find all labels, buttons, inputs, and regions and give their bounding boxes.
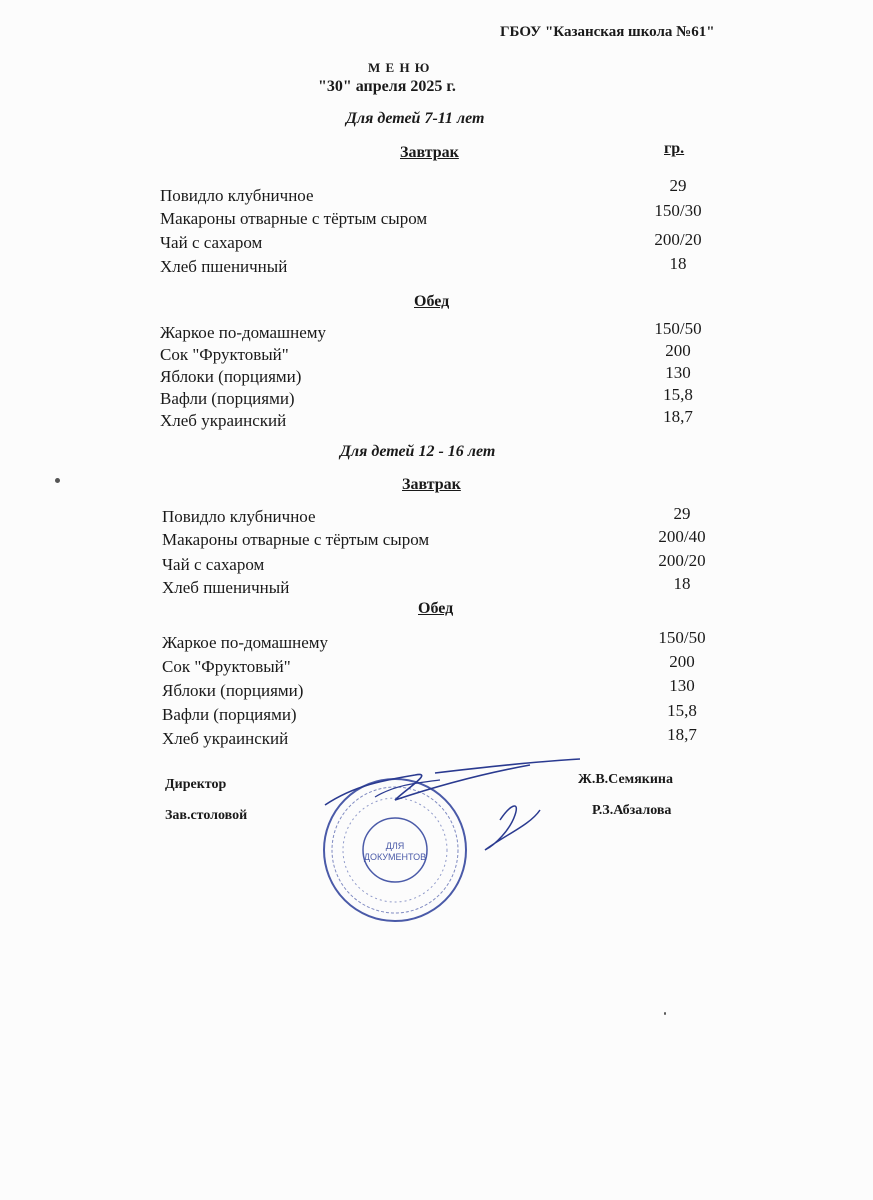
menu-item: Хлеб пшеничный (160, 257, 288, 276)
menu-item-weight: 18,7 (663, 407, 693, 426)
menu-item: Хлеб украинский (162, 729, 289, 748)
menu-item: Яблоки (порциями) (162, 681, 304, 700)
group-title-12-16: Для детей 12 - 16 лет (340, 443, 496, 460)
menu-item-weight: 150/50 (654, 319, 702, 338)
menu-item-weight: 150/30 (654, 201, 702, 220)
menu-item-weight: 15,8 (663, 385, 693, 404)
menu-item: Сок "Фруктовый" (160, 345, 289, 364)
menu-item: Макароны отварные с тёртым сыром (162, 530, 430, 549)
menu-item: Жаркое по-домашнему (162, 633, 329, 652)
menu-item-weight: 18,7 (667, 725, 697, 744)
director-label: Директор (165, 777, 227, 792)
director-name: Ж.В.Семякина (578, 772, 673, 787)
lunch-title-7-11: Обед (414, 293, 450, 310)
menu-item-weight: 18 (669, 254, 687, 273)
scan-speck (55, 478, 60, 483)
menu-item-weight: 15,8 (667, 701, 697, 720)
menu-item-weight: 200/40 (658, 527, 706, 546)
menu-item: Хлеб украинский (160, 411, 287, 430)
menu-item: Жаркое по-домашнему (160, 323, 327, 342)
menu-item: Чай с сахаром (160, 233, 263, 252)
unit-header: гр. (664, 140, 685, 157)
menu-item: Вафли (порциями) (160, 389, 295, 408)
menu-item-weight: 200 (665, 341, 691, 360)
menu-item: Сок "Фруктовый" (162, 657, 291, 676)
menu-item-weight: 29 (669, 176, 687, 195)
breakfast-title-12-16: Завтрак (402, 476, 461, 493)
stamp-text: ДЛЯ ДОКУМЕНТОВ (363, 841, 427, 862)
scan-speck (664, 1012, 666, 1015)
menu-item-weight: 130 (665, 363, 691, 382)
lunch-title-12-16: Обед (418, 600, 454, 617)
menu-item-weight: 29 (673, 504, 691, 523)
menu-item: Повидло клубничное (162, 507, 316, 526)
menu-item-weight: 200 (669, 652, 695, 671)
menu-item-weight: 200/20 (658, 551, 706, 570)
menu-date: "30" апреля 2025 г. (318, 78, 456, 95)
menu-item: Макароны отварные с тёртым сыром (160, 209, 428, 228)
menu-item-weight: 200/20 (654, 230, 702, 249)
menu-item: Вафли (порциями) (162, 705, 297, 724)
canteen-head-label: Зав.столовой (165, 808, 248, 823)
school-name: ГБОУ "Казанская школа №61" (500, 24, 715, 40)
menu-item-weight: 18 (673, 574, 691, 593)
breakfast-title-7-11: Завтрак (400, 144, 459, 161)
canteen-head-name: Р.З.Абзалова (592, 803, 672, 818)
menu-item: Чай с сахаром (162, 555, 265, 574)
menu-item: Яблоки (порциями) (160, 367, 302, 386)
group-title-7-11: Для детей 7-11 лет (346, 110, 485, 127)
menu-item-weight: 130 (669, 676, 695, 695)
handwritten-signature (315, 755, 585, 870)
menu-item: Повидло клубничное (160, 186, 314, 205)
menu-title: М Е Н Ю (368, 60, 431, 75)
menu-item-weight: 150/50 (658, 628, 706, 647)
menu-item: Хлеб пшеничный (162, 578, 290, 597)
